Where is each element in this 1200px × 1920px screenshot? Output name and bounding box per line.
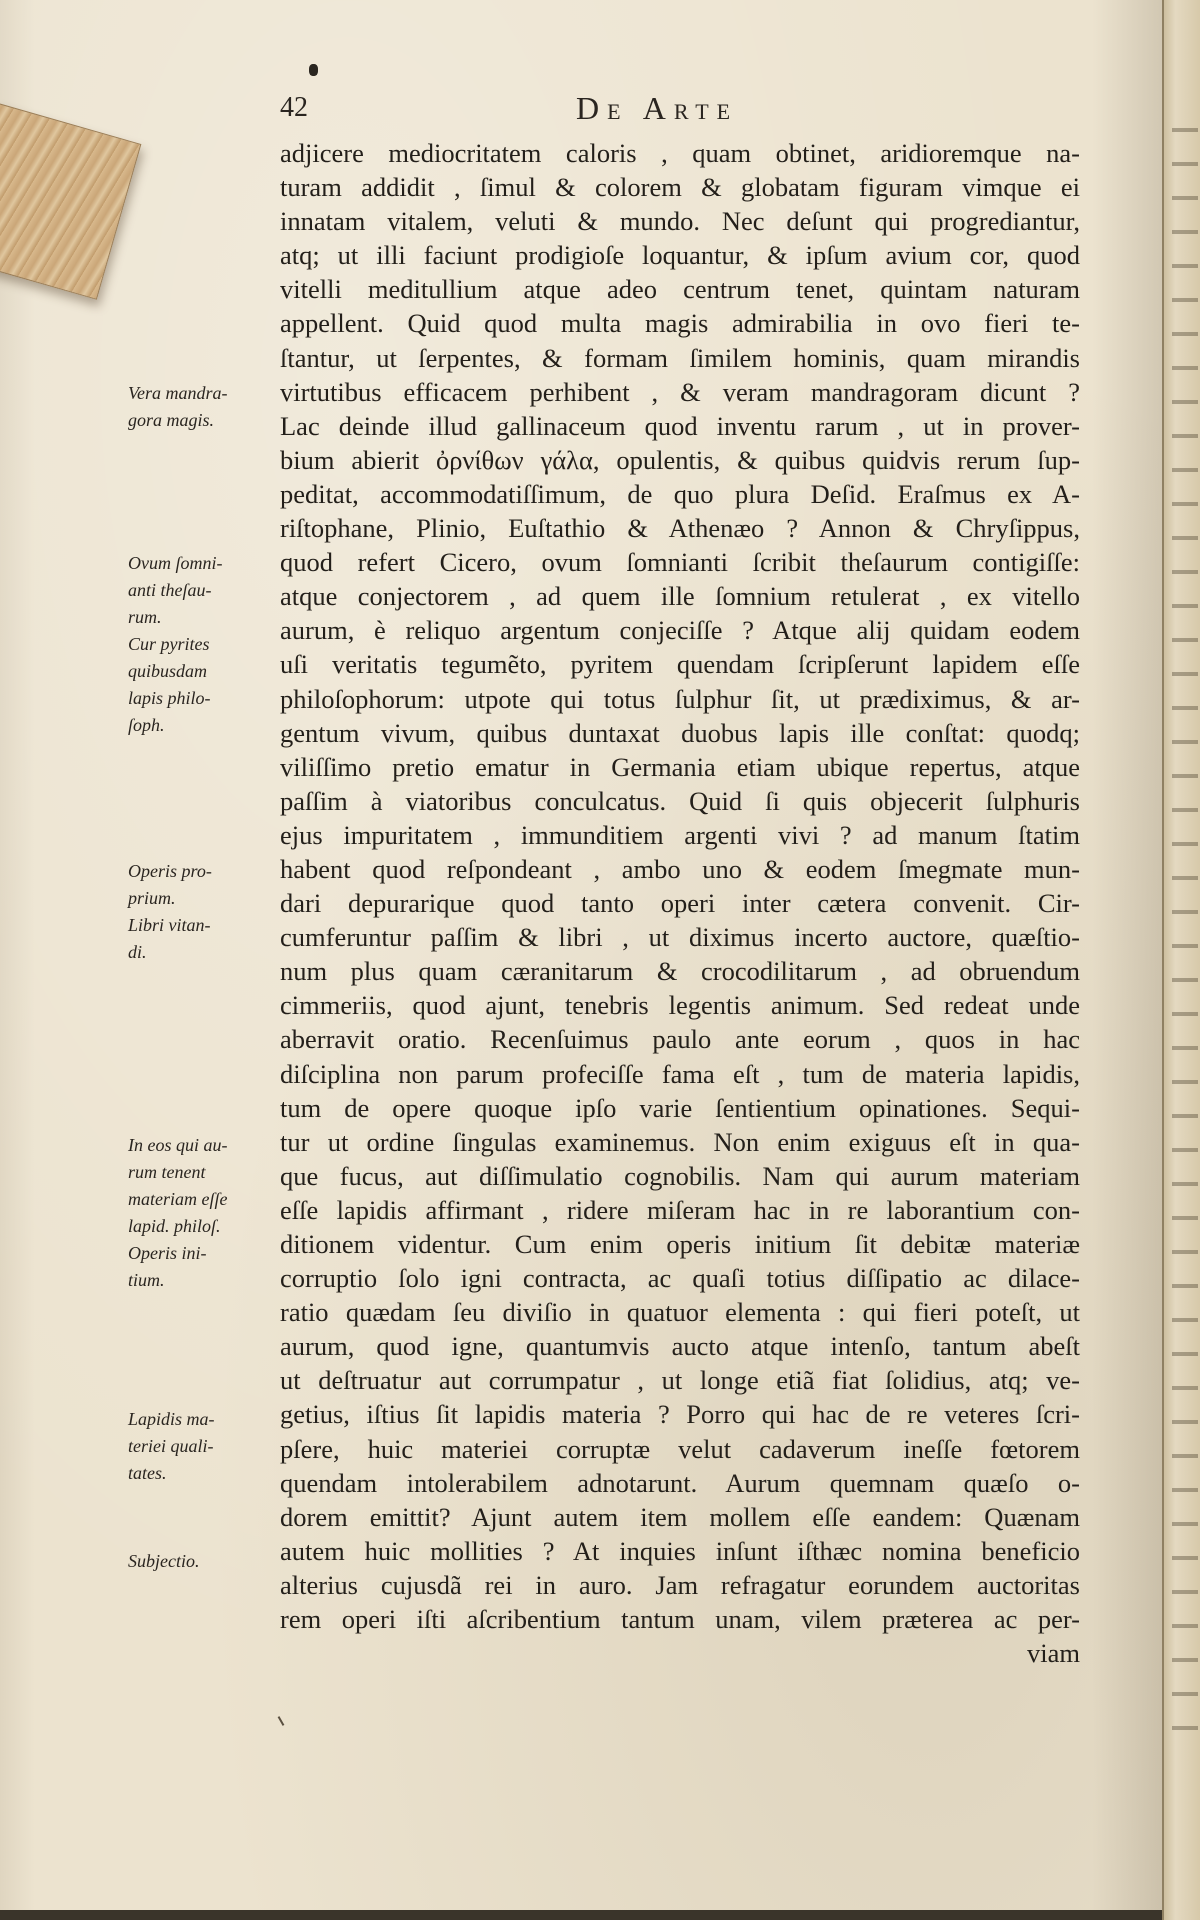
text-line: atque conjectorem , ad quem ille ſomnium retulerat , ex vitello — [280, 581, 1080, 612]
marginal-note-line: Subjectio. — [128, 1551, 200, 1571]
marginal-note-line: lapid. philoſ. — [128, 1216, 221, 1236]
marginal-note-line: tium. — [128, 1270, 165, 1290]
text-line: atq; ut illi faciunt prodigioſe loquantur, & ipſum avium cor, quod — [280, 240, 1080, 271]
marginal-note-line: Operis ini- — [128, 1243, 207, 1263]
text-line: riſtophane, Plinio, Euſtathio & Athenæo ? Annon & Chryſippus, — [280, 513, 1080, 544]
text-line: num plus quam cæranitarum & crocodilitarum , ad obruendum — [280, 956, 1080, 987]
text-line: dari depurarique quod tanto operi inter cætera convenit. Cir- — [280, 888, 1080, 919]
text-line: viam — [1027, 1638, 1080, 1669]
text-line: virtutibus efficacem perhibent , & veram mandragoram dicunt ? — [280, 376, 1080, 407]
text-line: gentum vivum, quibus duntaxat duobus lapis ille conſtat: quodq; — [280, 717, 1080, 748]
text-line: aurum, quod igne, quantumvis aucto atque intenſo, tantum abeſt — [280, 1331, 1080, 1362]
marginal-note-line: prium. — [128, 888, 176, 908]
marginal-note-subjectio — [128, 1548, 278, 1575]
text-line: innatam vitalem, veluti & mundo. Nec deſunt qui progrediantur, — [280, 206, 1080, 237]
marginal-note-lapidis — [128, 1406, 278, 1487]
text-line: diſciplina non parum profeciſſe fama eſt , tum de materia lapidis, — [280, 1058, 1080, 1089]
text-line: ut deſtruatur aut corrumpatur , ut longe etiã fiat ſolidius, atq; ve- — [280, 1365, 1080, 1396]
text-line: ratio quædam ſeu diviſio in quatuor elementa : qui fieri poteſt, ut — [280, 1297, 1080, 1328]
text-line: appellent. Quid quod multa magis admirabilia in ovo fieri te- — [280, 308, 1080, 339]
marginal-note-line: anti theſau- — [128, 580, 212, 600]
text-line: cimmeriis, quod ajunt, tenebris legentis animum. Sed redeat unde — [280, 990, 1080, 1021]
marginal-note-line: quibusdam — [128, 661, 208, 681]
paper-bookmark — [0, 102, 141, 300]
marginal-note-line: Libri vitan- — [128, 915, 211, 935]
text-line: uſi veritatis tegumẽto, pyritem quendam ſcripſerunt lapidem eſſe — [280, 649, 1080, 680]
text-line: quod refert Cicero, ovum ſomnianti ſcribit theſaurum contigiſſe: — [280, 547, 1080, 578]
ink-mark — [309, 64, 318, 76]
text-line: bium abierit ὀρνίθων γάλα, opulentis, & quibus quidvis rerum ſup- — [280, 444, 1080, 475]
adjacent-page-text-edge — [1172, 110, 1198, 1750]
marginal-note-line: Ovum ſomni- — [128, 553, 223, 573]
text-line: dorem emittit? Ajunt autem item mollem eſſe eandem: Quænam — [280, 1501, 1080, 1532]
marginal-note-line: Operis pro- — [128, 861, 212, 881]
marginal-note-line: tates. — [128, 1463, 167, 1483]
text-line: viliſſimo pretio ematur in Germania etiam ubique repertus, atque — [280, 751, 1080, 782]
text-line: rem operi iſti aſcribentium tantum unam, vilem præterea ac per- — [280, 1604, 1080, 1635]
marginal-note-line: Vera mandra- — [128, 383, 228, 403]
marginal-note-line: Lapidis ma- — [128, 1409, 215, 1429]
main-text-block — [280, 136, 1080, 1670]
text-line: que fucus, aut diſſimulatio cognobilis. Nam qui aurum materiam — [280, 1160, 1080, 1191]
text-line: getius, iſtius ſit lapidis materia ? Porro qui hac de re veteres ſcri- — [280, 1399, 1080, 1430]
text-line: paſſim à viatoribus conculcatus. Quid ſi quis objecerit ſulphuris — [280, 785, 1080, 816]
text-line: habent quod reſpondeant , ambo uno & eodem ſmegmate mun- — [280, 853, 1080, 884]
stray-ink-mark — [278, 1716, 285, 1726]
text-line: adjicere mediocritatem caloris , quam obtinet, aridioremque na- — [280, 138, 1080, 168]
marginal-note-operis — [128, 858, 278, 966]
running-head: De Arte — [576, 90, 739, 126]
marginal-note-line: Cur pyrites — [128, 634, 210, 654]
marginal-note-line: materiam eſſe — [128, 1189, 228, 1209]
text-line: quendam intolerabilem adnotarunt. Aurum quemnam quæſo o- — [280, 1467, 1080, 1498]
marginal-note-line: rum. — [128, 607, 162, 627]
marginal-note-mandragora — [128, 380, 278, 434]
text-line: autem huic mollities ? At inquies inſunt iſthæc nomina beneficio — [280, 1535, 1080, 1566]
marginal-note-ovum — [128, 550, 278, 739]
text-line: philoſophorum: utpote qui totus ſulphur ſit, ut prædiximus, & ar- — [280, 683, 1080, 714]
marginal-note-line: In eos qui au- — [128, 1135, 228, 1155]
text-line: aurum, è reliquo argentum conjeciſſe ? Atque alij quidam eodem — [280, 615, 1080, 646]
marginal-note-line: teriei quali- — [128, 1436, 214, 1456]
text-line: turam addidit , ſimul & colorem & globatam figuram vimque ei — [280, 172, 1080, 203]
page-number: 42 — [280, 92, 308, 123]
text-line: tum de opere quoque ipſo varie ſentientium opinationes. Sequi- — [280, 1092, 1080, 1123]
text-line: aberravit oratio. Recenſuimus paulo ante eorum , quos in hac — [280, 1024, 1080, 1055]
marginal-note-line: lapis philo- — [128, 688, 211, 708]
text-line: Lac deinde illud gallinaceum quod inventu rarum , ut in prover- — [280, 410, 1080, 441]
marginal-note-line: gora magis. — [128, 410, 215, 430]
text-line: tur ut ordine ſingulas examinemus. Non enim exiguus eſt in qua- — [280, 1126, 1080, 1157]
marginal-note-line: ſoph. — [128, 715, 165, 735]
marginal-note-line: di. — [128, 942, 147, 962]
marginal-note-line: rum tenent — [128, 1162, 206, 1182]
text-line: pſere, huic materiei corruptæ velut cadaverum ineſſe fœtorem — [280, 1433, 1080, 1464]
text-line: eſſe lapidis affirmant , ridere miſeram hac in re laborantium con- — [280, 1194, 1080, 1225]
text-line: peditat, accommodatiſſimum, de quo plura Deſid. Eraſmus ex A- — [280, 478, 1080, 509]
text-line: cumferuntur paſſim & libri , ut diximus incerto auctore, quæſtio- — [280, 922, 1080, 953]
text-line: ditionem videntur. Cum enim operis initium ſit debitæ materiæ — [280, 1229, 1080, 1259]
text-line: ejus impuritatem , immunditiem argenti vivi ? ad manum ſtatim — [280, 819, 1080, 850]
text-line: vitelli meditullium atque adeo centrum tenet, quintam naturam — [280, 274, 1080, 305]
page-header — [280, 92, 820, 132]
text-line: ſtantur, ut ſerpentes, & formam ſimilem hominis, quam mirandis — [280, 342, 1080, 373]
marginal-note-aurum — [128, 1132, 278, 1294]
text-line: alterius cujusdã rei in auro. Jam refragatur eorundem auctoritas — [280, 1569, 1080, 1600]
text-line: corruptio ſolo igni contracta, ac quaſi totius diſſipatio ac dilace- — [280, 1263, 1080, 1294]
